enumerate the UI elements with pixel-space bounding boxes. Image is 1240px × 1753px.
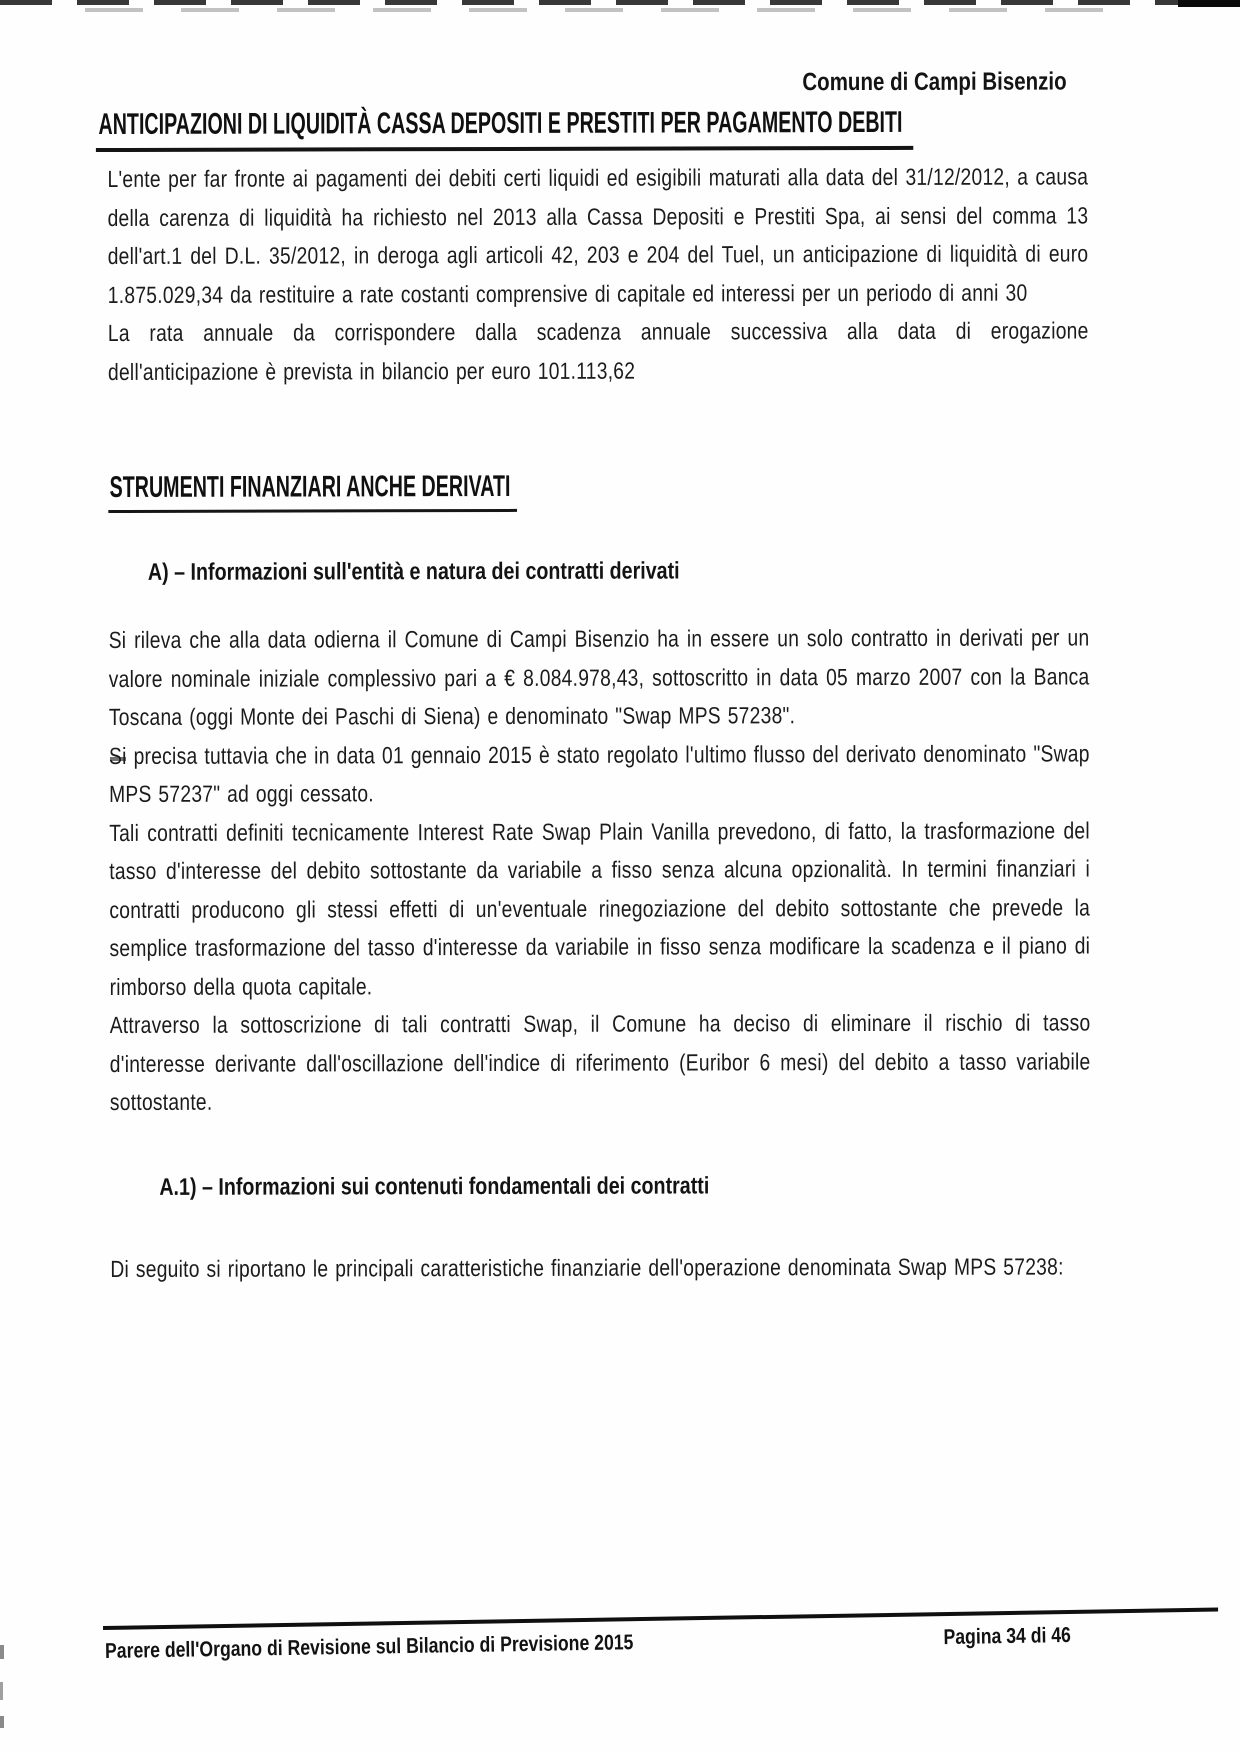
scan-artifact-top-right-mark	[1178, 0, 1240, 7]
subsection-a1-heading: A.1) – Informazioni sui contenuti fondamentali dei contratti	[159, 1171, 710, 1201]
scan-artifact-left-speck	[0, 1645, 4, 1659]
paragraph-intro-2: La rata annuale da corrispondere dalla scadenza annuale successiva alla data di erogazione dell'anticipazione è prevista in bilancio per euro 101.113,62	[107, 317, 1089, 385]
paragraph-intro-1: L'ente per far fronte ai pagamenti dei debiti certi liquidi ed esigibili maturati alla data del 31/12/2012, a causa della carenza di liquidità ha richiesto nel 2013 alla Cassa Depositi e Prestiti Spa, ai sensi del comma 13 dell'art.1 del D.L. 35/2012, in deroga agli articoli 42, 203 e 204 del Tuel, un anticipazione di liquidità di euro 1.875.029,34 da restituire a rate costanti comprensive di capitale ed interessi per un periodo di anni 30	[107, 163, 1089, 308]
paragraph-a-3: Tali contratti definiti tecnicamente Interest Rate Swap Plain Vanilla prevedono, di fatto, la trasformazione del tasso d'interesse del debito sottostante da variabile a fisso senza alcuna opzionalità. In termini finanziari i contratti producono gli stessi effetti di un'eventuale rinegoziazione del debito sottostante che prevede la semplice trasformazione del tasso d'interesse da variabile in fisso senza modificare la scadenza e il piano di rimborso della quota capitale.	[109, 816, 1091, 1000]
header-municipality-name: Comune di Campi Bisenzio	[802, 67, 1067, 97]
scan-artifact-left-speck	[0, 1716, 4, 1728]
subsection-a-heading: A) – Informazioni sull'entità e natura dei contratti derivati	[147, 557, 680, 586]
page-title-text: ANTICIPAZIONI DI LIQUIDITÀ CASSA DEPOSITI E PRESTITI PER PAGAMENTO DEBITI	[96, 106, 913, 152]
footer-page-number: Pagina 34 di 46	[943, 1622, 1072, 1650]
paragraph-a-2: Si precisa tuttavia che in data 01 gennaio 2015 è stato regolato l'ultimo flusso del derivato denominato "Swap MPS 57237" ad oggi cessato.	[108, 739, 1090, 807]
paragraph-a1-1: Di seguito si riportano le principali caratteristiche finanziarie dell'operazione denominata Swap MPS 57238:	[110, 1252, 1064, 1282]
footer-document-title: Parere dell'Organo di Revisione sul Bilancio di Previsione 2015	[104, 1630, 634, 1663]
document-content	[98, 0, 1091, 1288]
page-title	[96, 105, 1088, 152]
paragraph-a-4: Attraverso la sottoscrizione di tali contratti Swap, il Comune ha deciso di eliminare il rischio di tasso d'interesse derivante dall'oscillazione dell'indice di riferimento (Euribor 6 mesi) del debito a tasso variabile sottostante.	[109, 1009, 1091, 1115]
scan-artifact-left-speck	[0, 1682, 3, 1700]
page-footer	[103, 1608, 1219, 1664]
section-heading-text: STRUMENTI FINANZIARI ANCHE DERIVATI	[108, 470, 517, 513]
paragraph-a-1: Si rileva che alla data odierna il Comune di Campi Bisenzio ha in essere un solo contratto in derivati per un valore nominale iniziale complessivo pari a € 8.084.978,43, sottoscritto in data 05 marzo 2007 con la Banca Toscana (oggi Monte dei Paschi di Siena) e denominato "Swap MPS 57238".	[108, 624, 1090, 730]
section-heading	[108, 468, 1089, 513]
